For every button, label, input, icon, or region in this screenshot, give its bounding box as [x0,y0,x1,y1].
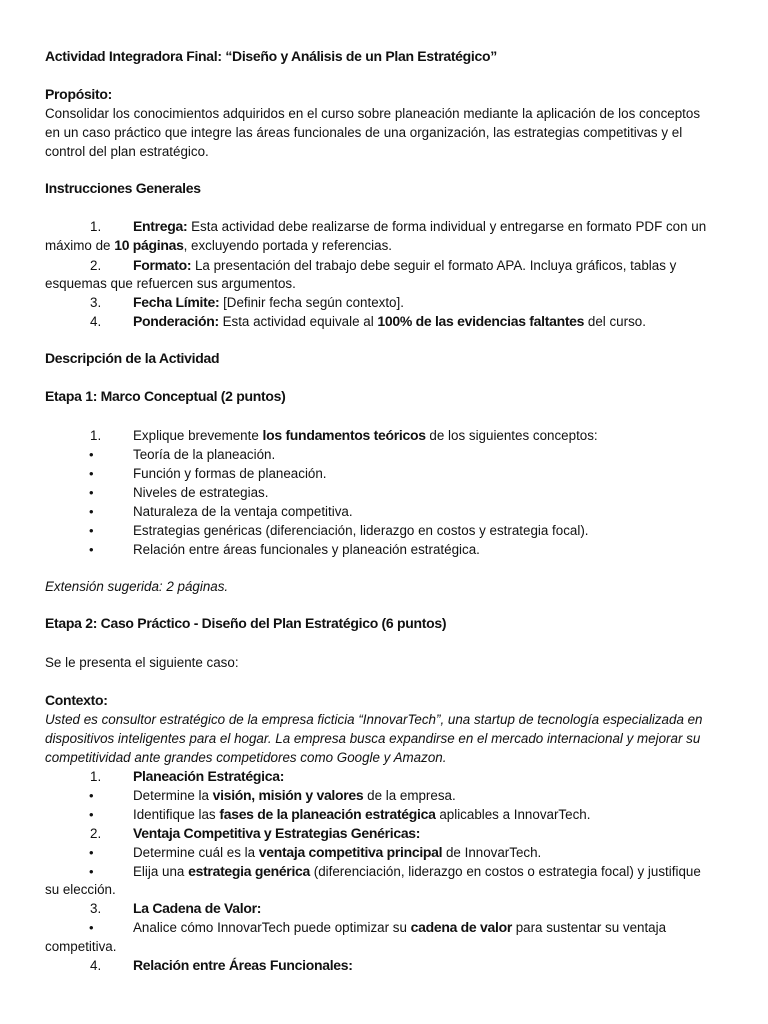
task-text: (diferenciación, liderazgo en costos o estrategia focal) y justifique [310,864,701,879]
instruction-bold: 100% de las evidencias faltantes [377,313,585,329]
concept-item: Niveles de estrategias. [133,485,269,500]
extension-note: Extensión sugerida: 2 páginas. [45,579,229,594]
proposito-heading: Propósito: [45,86,112,102]
etapa1-item [133,426,598,445]
list-number: 4. [90,314,102,329]
instruction-text: Esta actividad equivale al [218,314,378,329]
task-bold: cadena de valor [410,919,512,935]
proposito-line: control del plan estratégico. [45,144,209,159]
list-number: 3. [90,295,102,310]
concept-item: Teoría de la planeación. [133,447,276,462]
bullet-icon: • [89,788,94,803]
bullet-icon: • [89,920,94,935]
concept-item: Naturaleza de la ventaja competitiva. [133,504,353,519]
task-item [133,918,666,937]
section-title: Planeación Estratégica: [133,768,285,784]
concept-item: Función y formas de planeación. [133,466,327,481]
task-text: Determine la [133,788,213,803]
etapa2-intro: Se le presenta el siguiente caso: [45,655,239,670]
etapa2-heading: Etapa 2: Caso Práctico - Diseño del Plan Estratégico (6 puntos) [45,615,447,631]
bullet-icon: • [89,845,94,860]
concept-item: Relación entre áreas funcionales y planeación estratégica. [133,542,480,557]
task-text: para sustentar su ventaja [511,920,667,935]
instruction-text: máximo de [45,238,115,253]
document-title: Actividad Integradora Final: “Diseño y Análisis de un Plan Estratégico” [45,48,497,64]
bullet-icon: • [89,864,94,879]
instruction-text: [Definir fecha según contexto]. [219,295,404,310]
section-title: La Cadena de Valor: [133,900,262,916]
list-number: 3. [90,901,102,916]
bullet-icon: • [89,807,94,822]
etapa1-text: Explique brevemente [133,428,263,443]
instruction-text: , excluyendo portada y referencias. [183,238,393,253]
task-text: de la empresa. [363,788,456,803]
task-continuation: su elección. [45,882,116,897]
task-bold: ventaja competitiva principal [258,844,443,860]
task-item [133,805,590,824]
instruction-continuation [45,236,392,255]
instruction-text: del curso. [584,314,646,329]
list-number: 1. [90,428,102,443]
task-item [133,786,456,805]
descripcion-heading: Descripción de la Actividad [45,350,220,366]
contexto-line: Usted es consultor estratégico de la empresa ficticia “InnovarTech”, una startup de tecnología especializada en [45,712,703,727]
instruction-text: La presentación del trabajo debe seguir el formato APA. Incluya gráficos, tablas y [191,258,677,273]
task-text: Determine cuál es la [133,845,259,860]
bullet-icon: • [89,447,94,462]
list-number: 2. [90,826,102,841]
section-title: Ventaja Competitiva y Estrategias Genéricas: [133,825,421,841]
etapa1-heading: Etapa 1: Marco Conceptual (2 puntos) [45,388,286,404]
section-title: Relación entre Áreas Funcionales: [133,957,353,973]
instruction-label: Fecha Límite: [133,294,220,310]
contexto-line: dispositivos inteligentes para el hogar. La empresa busca expandirse en el mercado internacional y mejorar su [45,731,701,746]
concept-item: Estrategias genéricas (diferenciación, liderazgo en costos y estrategia focal). [133,523,589,538]
task-item [133,843,541,862]
task-text: Elija una [133,864,189,879]
task-item [133,862,701,881]
proposito-line: en un caso práctico que integre las áreas funcionales de una organización, las estrategias competitivas y el [45,125,683,140]
instruction-text: Esta actividad debe realizarse de forma individual y entregarse en formato PDF con un [187,219,707,234]
instruction-bold: 10 páginas [114,237,184,253]
instruction-label: Entrega: [133,218,188,234]
list-number: 1. [90,769,102,784]
bullet-icon: • [89,466,94,481]
bullet-icon: • [89,504,94,519]
instruction-label: Ponderación: [133,313,219,329]
instruction-continuation: esquemas que refuercen sus argumentos. [45,276,296,291]
list-number: 1. [90,219,102,234]
instruction-item [133,293,404,312]
etapa1-text: de los siguientes conceptos: [425,428,598,443]
bullet-icon: • [89,485,94,500]
proposito-line: Consolidar los conocimientos adquiridos en el curso sobre planeación mediante la aplicación de los conceptos [45,106,701,121]
instruction-item [133,256,676,275]
list-number: 2. [90,258,102,273]
bullet-icon: • [89,523,94,538]
instrucciones-heading: Instrucciones Generales [45,180,201,196]
list-number: 4. [90,958,102,973]
task-bold: fases de la planeación estratégica [219,806,436,822]
task-text: Analice cómo InnovarTech puede optimizar su [133,920,411,935]
task-bold: visión, misión y valores [212,787,364,803]
bullet-icon: • [89,542,94,557]
instruction-item [133,217,706,236]
task-text: de InnovarTech. [442,845,542,860]
instruction-item [133,312,646,331]
instruction-label: Formato: [133,257,192,273]
task-continuation: competitiva. [45,939,117,954]
contexto-heading: Contexto: [45,692,108,708]
task-text: Identifique las [133,807,220,822]
task-bold: estrategia genérica [188,863,311,879]
contexto-line: competitividad ante grandes competidores como Google y Amazon. [45,750,447,765]
etapa1-bold: los fundamentos teóricos [262,427,426,443]
task-text: aplicables a InnovarTech. [435,807,591,822]
